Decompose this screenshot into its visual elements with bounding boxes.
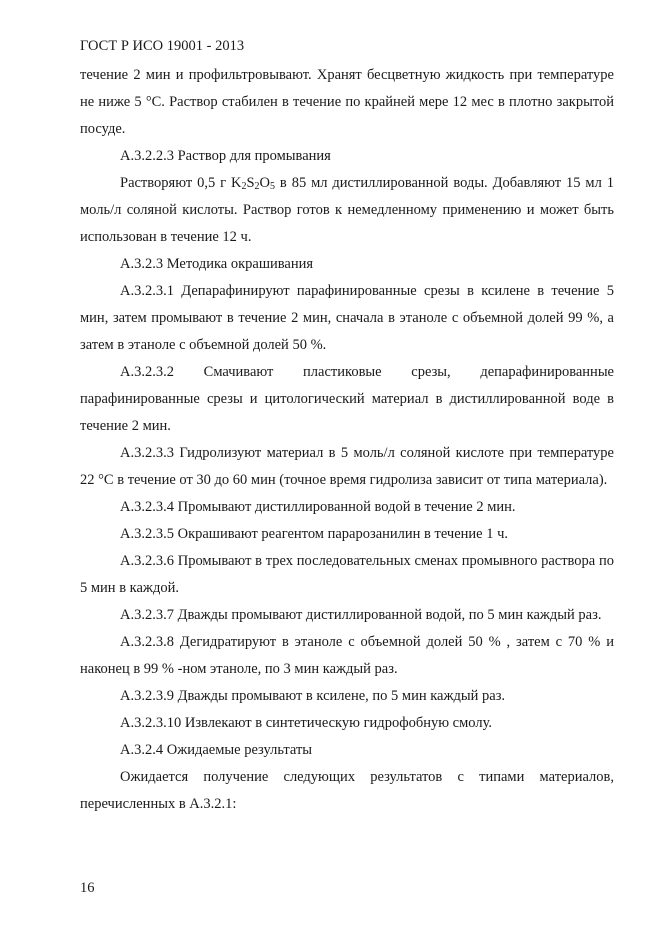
paragraph-a3237: А.3.2.3.7 Дважды промывают дистиллированной водой, по 5 мин каждый раз.: [120, 607, 602, 623]
paragraph-expected-results: Ожидается получение следующих результатов с типами материалов, перечисленных в А.3.2.1:: [80, 769, 614, 812]
document-body: [80, 62, 614, 818]
paragraph-a3234: А.3.2.3.4 Промывают дистиллированной водой в течение 2 мин.: [120, 499, 516, 515]
section-heading-a324: А.3.2.4 Ожидаемые результаты: [120, 742, 313, 758]
paragraph-a3238: А.3.2.3.8 Дегидратируют в этаноле с объемной долей 50 % , затем с 70 % и наконец в 99 % -ном этаноле, по 3 мин каждый раз.: [80, 634, 614, 677]
paragraph-a3235: А.3.2.3.5 Окрашивают реагентом парарозанилин в течение 1 ч.: [120, 526, 509, 542]
formula-prefix: Растворяют 0,5 г K: [120, 175, 242, 191]
paragraph-wash-solution: [80, 170, 614, 251]
formula-part: O: [259, 175, 271, 191]
paragraph-continuation: течение 2 мин и профильтровывают. Хранят бесцветную жидкость при температуре не ниже 5 °С. Раствор стабилен в течение по крайней мере 12 мес в плотно закрытой посуде.: [80, 67, 614, 137]
section-heading-a323: А.3.2.3 Методика окрашивания: [120, 256, 314, 272]
subscript: 2: [241, 181, 247, 192]
section-heading-a3223: А.3.2.2.3 Раствор для промывания: [120, 148, 331, 164]
page-number: 16: [80, 880, 95, 896]
paragraph-a32310: А.3.2.3.10 Извлекают в синтетическую гидрофобную смолу.: [120, 715, 493, 731]
paragraph-a3233: А.3.2.3.3 Гидролизуют материал в 5 моль/л соляной кислоте при температуре 22 °С в течение от 30 до 60 мин (точное время гидролиза зависит от типа материала).: [80, 445, 614, 488]
subscript: 5: [270, 181, 276, 192]
formula-part: S: [246, 175, 255, 191]
paragraph-a3232: А.3.2.3.2 Смачивают пластиковые срезы, депарафинированные парафинированные срезы и цитологический материал в дистиллированной воде в течение 2 мин.: [80, 364, 614, 434]
paragraph-a3236: А.3.2.3.6 Промывают в трех последовательных сменах промывного раствора по 5 мин в каждой.: [80, 553, 614, 596]
paragraph-a3231: А.3.2.3.1 Депарафинируют парафинированные срезы в ксилене в течение 5 мин, затем промывают в течение 2 мин, сначала в этаноле с объемной долей 99 %, а затем в этаноле с объемной долей 50 %.: [80, 283, 614, 353]
subscript: 2: [254, 181, 260, 192]
paragraph-a3239: А.3.2.3.9 Дважды промывают в ксилене, по 5 мин каждый раз.: [120, 688, 506, 704]
paragraph-text: в 85 мл дистиллированной воды. Добавляют 15 мл 1 моль/л соляной кислоты. Раствор готов к немедленному применению и может быть использован в течение 12 ч.: [80, 175, 614, 245]
document-header: ГОСТ Р ИСО 19001 - 2013: [80, 38, 245, 54]
